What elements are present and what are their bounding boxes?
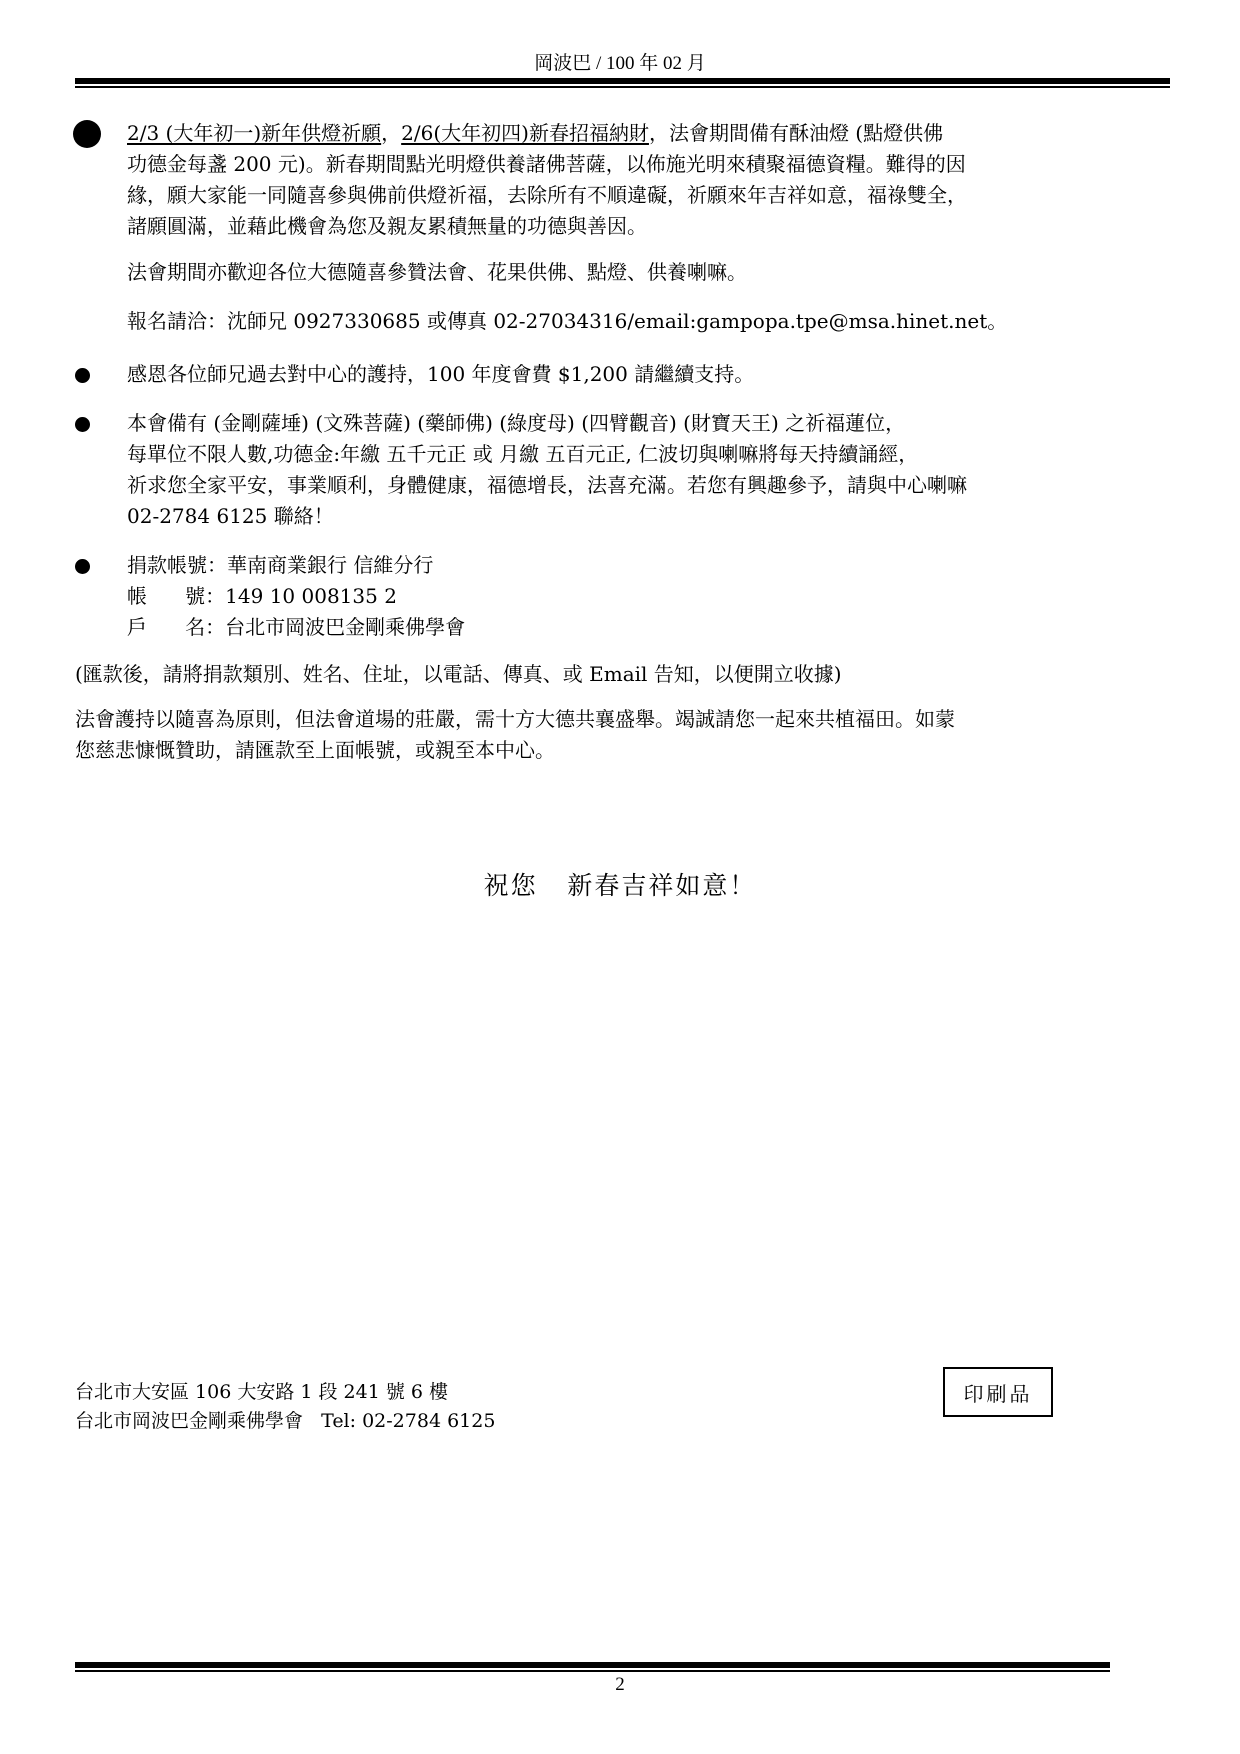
- header-rule-thick: [75, 78, 1170, 84]
- number-value: 149 10 008135 2: [225, 584, 397, 608]
- lamp-offering-item: [75, 118, 1175, 337]
- main-content: [75, 118, 1175, 766]
- footer-rule-thick: [75, 1662, 1110, 1668]
- lamp-offering-text: 2/3 (大年初一)新年供燈祈願，2/6(大年初四)新春招福納財，法會期間備有酥油燈 (點燈供佛 功德金每盞 200 元)。新春期間點光明燈供養諸佛菩薩，以佈施光明來積聚福德資糧。難得的因 緣，願大家能一同隨喜參與佛前供燈祈福，去除所有不順違礙，祈願來年吉祥如意，福祿雙全， 諸願圓滿，並藉此機會為您及親友累積無量的功德與善因。: [127, 121, 967, 238]
- bullet-icon: [75, 368, 90, 383]
- page-number: 2: [615, 1674, 625, 1695]
- footer-address: 台北市大安區 106 大安路 1 段 241 號 6 樓: [75, 1381, 449, 1403]
- support-text: 法會護持以隨喜為原則，但法會道場的莊嚴，需十方大德共襄盛舉。竭誠請您一起來共植福田。如蒙 您慈悲慷慨贊助，請匯款至上面帳號，或親至本中心。: [75, 707, 955, 762]
- number-label: 帳 號：: [127, 584, 226, 608]
- bank-account-block: [127, 550, 1175, 643]
- account-label: 捐款帳號：: [127, 553, 227, 577]
- membership-fee-item: [75, 359, 1175, 390]
- footer-address-block: [75, 1378, 495, 1436]
- new-year-greeting: 祝您 新春吉祥如意！: [483, 871, 757, 900]
- lamp-date-1: 2/3 (大年初一)新年供燈祈願: [127, 121, 382, 145]
- lotus-position-text: 本會備有 (金剛薩埵) (文殊菩薩) (藥師佛) (綠度母) (四臂觀音) (財寶天王) 之祈福蓮位， 每單位不限人數,功德金:年繳 五千元正 或 月繳 五百元正, 仁波切與喇嘛將每天持續誦經， 祈求您全家平安，事業順利，身體健康，福德增長，法喜充滿。若您有興趣參予，請與中心喇嘛 02-2784 6125 聯絡！: [127, 411, 967, 528]
- page-header: 岡波巴 / 100 年 02 月: [534, 53, 706, 74]
- header-rule-thin: [75, 86, 1170, 88]
- lotus-position-item: [75, 408, 1175, 532]
- bullet-icon: [75, 559, 90, 574]
- welcome-text: 法會期間亦歡迎各位大德隨喜參贊法會、花果供佛、點燈、供養喇嘛。: [127, 260, 747, 284]
- account-value: 華南商業銀行 信維分行: [227, 553, 434, 577]
- footer-org-tel: 台北市岡波巴金剛乘佛學會 Tel: 02-2784 6125: [75, 1410, 496, 1432]
- lamp-date-2: 2/6(大年初四)新春招福納財: [401, 121, 649, 145]
- bullet-icon: [73, 120, 101, 148]
- footer-rule-thin: [75, 1670, 1110, 1672]
- membership-fee-text: 感恩各位師兄過去對中心的護持，100 年度會費 $1,200 請繼續支持。: [127, 362, 755, 386]
- printed-matter-stamp: 印刷品: [943, 1367, 1053, 1417]
- bullet-icon: [75, 417, 90, 432]
- bank-account-item: [75, 550, 1175, 643]
- holder-value: 台北市岡波巴金剛乘佛學會: [225, 615, 466, 639]
- holder-label: 戶 名：: [127, 615, 226, 639]
- remittance-note: (匯款後，請將捐款類別、姓名、住址，以電話、傳真、或 Email 告知，以便開立收據): [75, 662, 842, 686]
- contact-text: 報名請洽：沈師兄 0927330685 或傳真 02-27034316/email:gampopa.tpe@msa.hinet.net。: [127, 309, 1008, 333]
